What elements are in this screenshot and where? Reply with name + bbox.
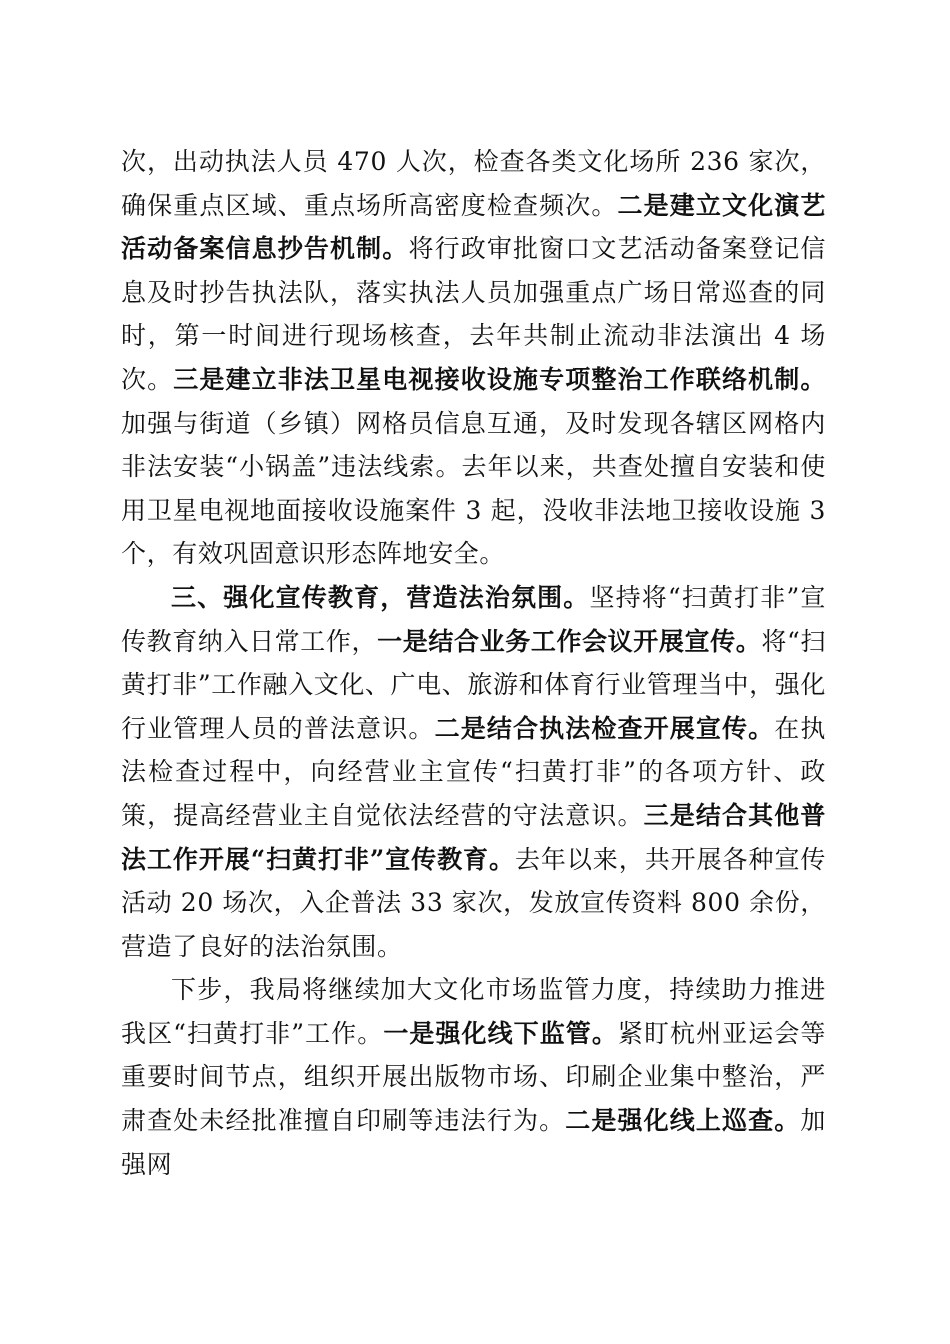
text-segment: 去年以来，共开展各种宣传活动 20 场次，入企普法 33 家次，发放宣传资料 800 余份，营造了良好的法治氛围。 (121, 844, 826, 961)
bold-heading-segment: 三是建立非法卫星电视接收设施专项整治工作联络机制。 (173, 364, 826, 394)
bold-heading-segment: 一是结合业务工作会议开展宣传。 (377, 626, 762, 656)
text-segment: 紧盯杭州亚运会等重要时间节点，组织开展出版物市场、印刷企业集中整治，严肃查处未经批准擅自印刷等违法行为。 (121, 1018, 826, 1136)
bold-heading-segment: 二是强化线上巡查。 (565, 1106, 801, 1136)
paragraph-next-steps (121, 968, 826, 1186)
text-segment: 在执法检查过程中，向经营业主宣传“扫黄打非”的各项方针、政策，提高经营业主自觉依法经营的守法意识。 (121, 713, 826, 830)
text-segment: 将行政审批窗口文艺活动备案登记信息及时抄告执法队，落实执法人员加强重点广场日常巡查的同时，第一时间进行现场核查，去年共制止流动非法演出 4 场次。 (121, 234, 826, 394)
text-segment: 加强与街道（乡镇）网格员信息互通，及时发现各辖区网格内非法安装“小锅盖”违法线索。去年以来，共查处擅自安装和使用卫星电视地面接收设施案件 3 起，没收非法地卫接收设施 3 个，有效巩固意识形态阵地安全。 (121, 408, 826, 569)
paragraph-enforcement-mechanisms (121, 140, 826, 576)
document-body (121, 140, 826, 1186)
text-segment: 加强网 (121, 1106, 826, 1179)
text-segment: 下步，我局将继续加大文化市场监管力度，持续助力推进我区“扫黄打非”工作。 (121, 975, 826, 1048)
bold-heading-segment: 三是结合其他普法工作开展“扫黄打非”宣传教育。 (121, 800, 826, 874)
bold-heading-segment: 一是强化线下监管。 (383, 1018, 618, 1048)
paragraph-publicity-education (121, 576, 826, 968)
bold-heading-segment: 二是建立文化演艺活动备案信息抄告机制。 (121, 190, 826, 264)
text-segment: 次，出动执法人员 470 人次，检查各类文化场所 236 家次，确保重点区域、重点场所高密度检查频次。 (121, 147, 826, 220)
text-segment: 坚持将“扫黄打非”宣传教育纳入日常工作， (121, 582, 826, 656)
text-segment: 将“扫黄打非”工作融入文化、广电、旅游和体育行业管理当中，强化行业管理人员的普法意识。 (121, 626, 826, 743)
section-heading: 三、强化宣传教育，营造法治氛围。 (171, 582, 590, 612)
bold-heading-segment: 二是结合执法检查开展宣传。 (434, 713, 775, 743)
